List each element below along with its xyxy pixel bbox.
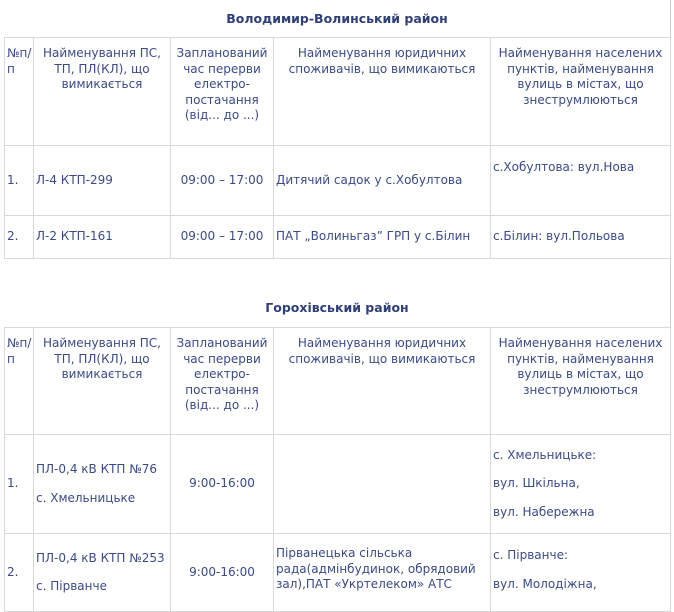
row-settlement: с.Білин: вул.Польова (491, 216, 671, 259)
row-time: 9:00-16:00 (171, 435, 274, 534)
row-number: 1. (5, 146, 34, 216)
row-number: 2. (5, 216, 34, 259)
row-consumer: Дитячий садок у с.Хобултова (274, 146, 491, 216)
row-settlement: с. Пірванче: вул. Молодіжна, (491, 534, 671, 612)
row-consumer: Пірванецька сільська рада(адмінбудинок, обрядовий зал),ПАТ «Укртелеком» АТС (274, 534, 491, 612)
table-header-row (5, 328, 671, 435)
table-row (5, 435, 671, 534)
header-planned-time: Запланований час перерви електро- постачання (від... до ...) (171, 328, 274, 435)
header-number: №п/ п (5, 328, 34, 435)
row-settlement: с. Хмельницьке: вул. Шкільна, вул. Набережна (491, 435, 671, 534)
row-settlement: с.Хобултова: вул.Нова (491, 146, 671, 216)
table-row (5, 216, 671, 259)
row-consumer (274, 435, 491, 534)
header-legal-consumers: Найменування юридичних споживачів, що вимикаються (274, 328, 491, 435)
header-substation-name: Найменування ПС, ТП, ПЛ(КЛ), що вимикається (34, 38, 171, 146)
row-substation: ПЛ-0,4 кВ КТП №253 с. Пірванче (34, 534, 171, 612)
row-substation: ПЛ-0,4 кВ КТП №76 с. Хмельницьке (34, 435, 171, 534)
row-time: 09:00 – 17:00 (171, 216, 274, 259)
table-header-row (5, 38, 671, 146)
row-number: 1. (5, 435, 34, 534)
header-settlements: Найменування населених пунктів, найменування вулиць в містах, що знеструмлюються (491, 38, 671, 146)
section-title-volodymyr-volynskyi: Володимир-Волинський район (226, 11, 448, 26)
outage-table-volodymyr-volynskyi (4, 37, 671, 259)
row-consumer: ПАТ „Волиньгаз” ГРП у с.Білин (274, 216, 491, 259)
header-settlements: Найменування населених пунктів, найменування вулиць в містах, що знеструмлюються (491, 328, 671, 435)
header-planned-time: Запланований час перерви електро- постачання (від... до ...) (171, 38, 274, 146)
outage-table-horokhivskyi (4, 327, 671, 612)
section-title-horokhivskyi: Горохівський район (265, 300, 409, 315)
header-substation-name: Найменування ПС, ТП, ПЛ(КЛ), що вимикається (34, 328, 171, 435)
table-row (5, 534, 671, 612)
row-time: 9:00-16:00 (171, 534, 274, 612)
header-number: №п/ п (5, 38, 34, 146)
table-row (5, 146, 671, 216)
row-substation: Л-2 КТП-161 (34, 216, 171, 259)
row-time: 09:00 – 17:00 (171, 146, 274, 216)
row-substation: Л-4 КТП-299 (34, 146, 171, 216)
header-legal-consumers: Найменування юридичних споживачів, що вимикаються (274, 38, 491, 146)
row-number: 2. (5, 534, 34, 612)
